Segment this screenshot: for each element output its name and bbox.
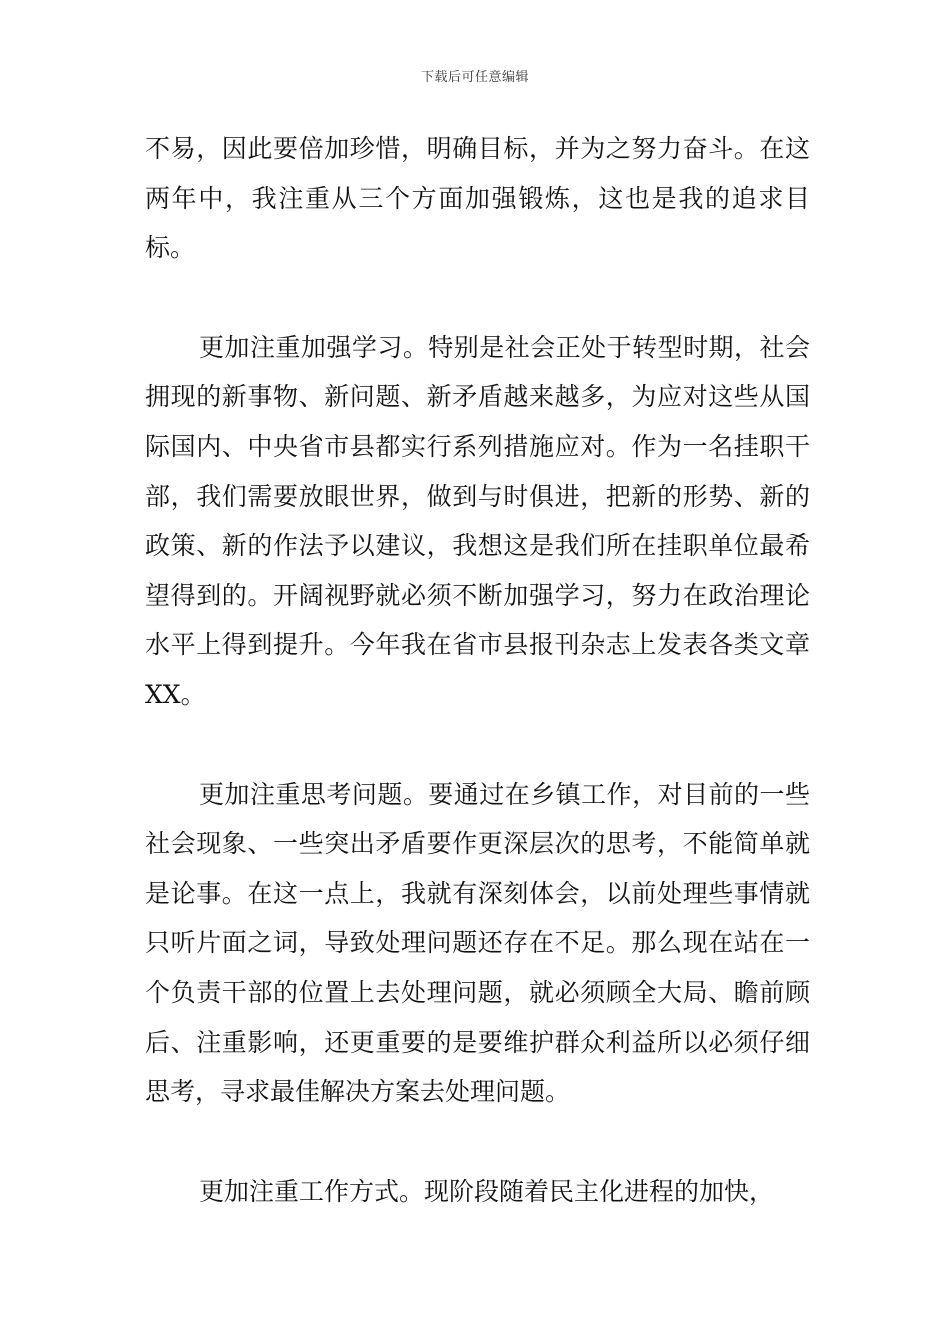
- paragraph-study: 更加注重加强学习。特别是社会正处于转型时期，社会拥现的新事物、新问题、新矛盾越来越多，为应对这些从国际国内、中央省市县都实行系列措施应对。作为一名挂职干部，我们需要放眼世界，做到与时俱进，把新的形势、新的政策、新的作法予以建议，我想这是我们所在挂职单位最希望得到的。开阔视野就必须不断加强学习，努力在政治理论水平上得到提升。今年我在省市县报刊杂志上发表各类文章XX。: [145, 332, 810, 709]
- paragraph-thinking: 更加注重思考问题。要通过在乡镇工作，对目前的一些社会现象、一些突出矛盾要作更深层次的思考，不能简单就是论事。在这一点上，我就有深刻体会，以前处理些事情就只听片面之词，导致处理问题还存在不足。那么现在站在一个负责干部的位置上去处理问题，就必须顾全大局、瞻前顾后、注重影响，还更重要的是要维护群众利益所以必须仔细思考，寻求最佳解决方案去处理问题。: [145, 779, 810, 1107]
- page-header-note: 下载后可任意编辑: [420, 70, 529, 85]
- paragraph-continuation: 不易，因此要倍加珍惜，明确目标，并为之努力奋斗。在这两年中，我注重从三个方面加强锻炼，这也是我的追求目标。: [145, 134, 810, 263]
- document-body: [145, 124, 810, 1266]
- paragraph-work-method: 更加注重工作方式。现阶段随着民主化进程的加快，: [199, 1176, 775, 1206]
